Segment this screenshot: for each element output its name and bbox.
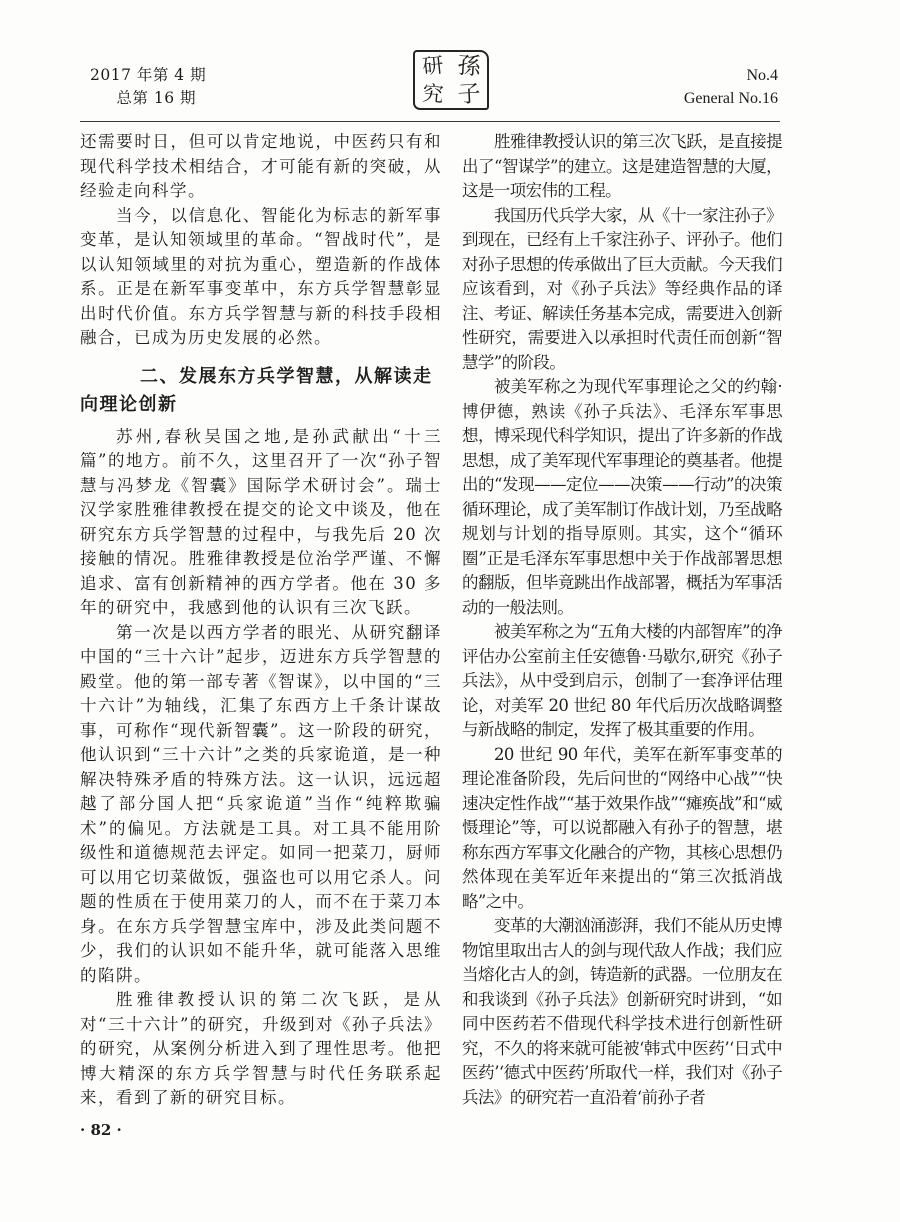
issue-number-cn: 2017 年第 4 期 bbox=[90, 66, 207, 84]
issue-info-cn bbox=[90, 64, 207, 110]
issue-number-en: No.4 bbox=[746, 67, 778, 84]
header-rule bbox=[80, 121, 780, 122]
paragraph: 当今，以信息化、智能化为标志的新军事变革，是认知领域里的革命。“智战时代”，是以认知领域里的对抗为重心，塑造新的作战体系。正是在新军事变革中，东方兵学智慧彰显出时代价值。东方兵学智慧与新的科技手段相融合，已成为历史发展的必然。 bbox=[80, 205, 442, 347]
section-heading: 二、发展东方兵学智慧，从解读走向理论创新 bbox=[80, 365, 433, 415]
logo-char: 究 bbox=[421, 80, 445, 107]
paragraph-continued: 还需要时日，但可以肯定地说，中医药只有和现代科学技术相结合，才可能有新的突破，从经验走向科学。 bbox=[80, 132, 442, 200]
paragraph: 苏州,春秋吴国之地,是孙武献出“十三篇”的地方。前不久，这里召开了一次“孙子智慧与冯梦龙《智囊》国际学术研讨会”。瑞士汉学家胜雅律教授在提交的论文中谈及，他在研究东方兵学智慧的过程中，与我先后 20 次接触的情况。胜雅律教授是位治学严谨、不懈追求、富有创新精神的西方学者。他在 30 多年的研究中，我感到他的认识有三次飞跃。 bbox=[80, 426, 442, 617]
paragraph: 被美军称之为“五角大楼的内部智库”的净评估办公室前主任安德鲁·马歇尔,研究《孙子兵法》，从中受到启示，创制了一套净评估理论，对美军 20 世纪 80 年代后历次战略调整与新战略的制定，发挥了极其重要的作用。 bbox=[462, 622, 782, 739]
logo-char: 孫 bbox=[456, 51, 482, 80]
paragraph: 20 世纪 90 年代，美军在新军事变革的理论准备阶段，先后问世的“网络中心战”“快速决定性作战”“基于效果作战”“瘫痪战”和“威慑理论”等，可以说都融入有孙子的智慧，堪称东西方军事文化融合的产物，其核心思想仍然体现在美军近年来提出的“第三次抵消战略”之中。 bbox=[462, 744, 782, 911]
paragraph: 胜雅律教授认识的第二次飞跃，是从对“三十六计”的研究，升级到对《孙子兵法》的研究，从案例分析进入到了理性思考。他把博大精深的东方兵学智慧与时代任务联系起来，看到了新的研究目标。 bbox=[80, 990, 442, 1107]
paragraph: 第一次是以西方学者的眼光、从研究翻译中国的“三十六计”起步，迈进东方兵学智慧的殿堂。他的第一部专著《智谋》，以中国的“三十六计”为轴线，汇集了东西方上千条计谋故事，可称作“现代新智囊”。这一阶段的研究，他认识到“三十六计”之类的兵家诡道，是一种解决特殊矛盾的特殊方法。这一认识，远远超越了部分国人把“兵家诡道”当作“纯粹欺骗术”的偏见。方法就是工具。对工具不能用阶级性和道德规范去评定。如同一把菜刀，厨师可以用它切菜做饭，强盗也可以用它杀人。问题的性质在于使用菜刀的人，而不在于菜刀本身。在东方兵学智慧宝库中，涉及此类问题不少，我们的认识如不能升华，就可能落入思维的陷阱。 bbox=[80, 622, 442, 985]
journal-logo bbox=[413, 50, 489, 110]
paragraph: 我国历代兵学大家，从《十一家注孙子》到现在，已经有上千家注孙子、评孙子。他们对孙子思想的传承做出了巨大贡献。今天我们应该看到，对《孙子兵法》等经典作品的译注、考证、解读任务基本完成，需要进入创新性研究，需要进入以承担时代责任而创新“智慧学”的阶段。 bbox=[462, 205, 782, 372]
paragraph-continues: 变革的大潮汹涌澎湃，我们不能从历史博物馆里取出古人的剑与现代敌人作战；我们应当熔化古人的剑，铸造新的武器。一位朋友在和我谈到《孙子兵法》创新研究时讲到，“如同中医药若不借现代科学技术进行创新性研究，不久的将来就可能被‘韩式中医药’‘日式中医药’‘德式中医药’所取代一样，我们对《孙子兵法》的研究若一直沿着‘前孙子者 bbox=[462, 916, 782, 1107]
total-issue-number-cn: 总第 16 期 bbox=[116, 89, 196, 107]
total-issue-number-en: General No.16 bbox=[683, 90, 778, 107]
logo-char: 子 bbox=[456, 79, 482, 108]
logo-char: 研 bbox=[421, 52, 445, 79]
paragraph: 被美军称之为现代军事理论之父的约翰·博伊德，熟读《孙子兵法》、毛泽东军事思想，博采现代科学知识，提出了许多新的作战思想，成了美军现代军事理论的奠基者。他提出的“发现——定位——决策——行动”的决策循环理论，成了美军制订作战计划，乃至战略规划与计划的指导原则。其实，这个“循环圈”正是毛泽东军事思想中关于作战部署思想的翻版，但毕竟跳出作战部署，概括为军事活动的一般法则。 bbox=[462, 377, 782, 617]
issue-info-en bbox=[630, 64, 778, 110]
left-column bbox=[80, 130, 442, 1111]
right-column bbox=[462, 130, 782, 1110]
paragraph: 胜雅律教授认识的第三次飞跃，是直接提出了“智谋学”的建立。这是建造智慧的大厦，这是一项宏伟的工程。 bbox=[462, 132, 782, 200]
page-number: · 82 · bbox=[80, 1121, 122, 1139]
